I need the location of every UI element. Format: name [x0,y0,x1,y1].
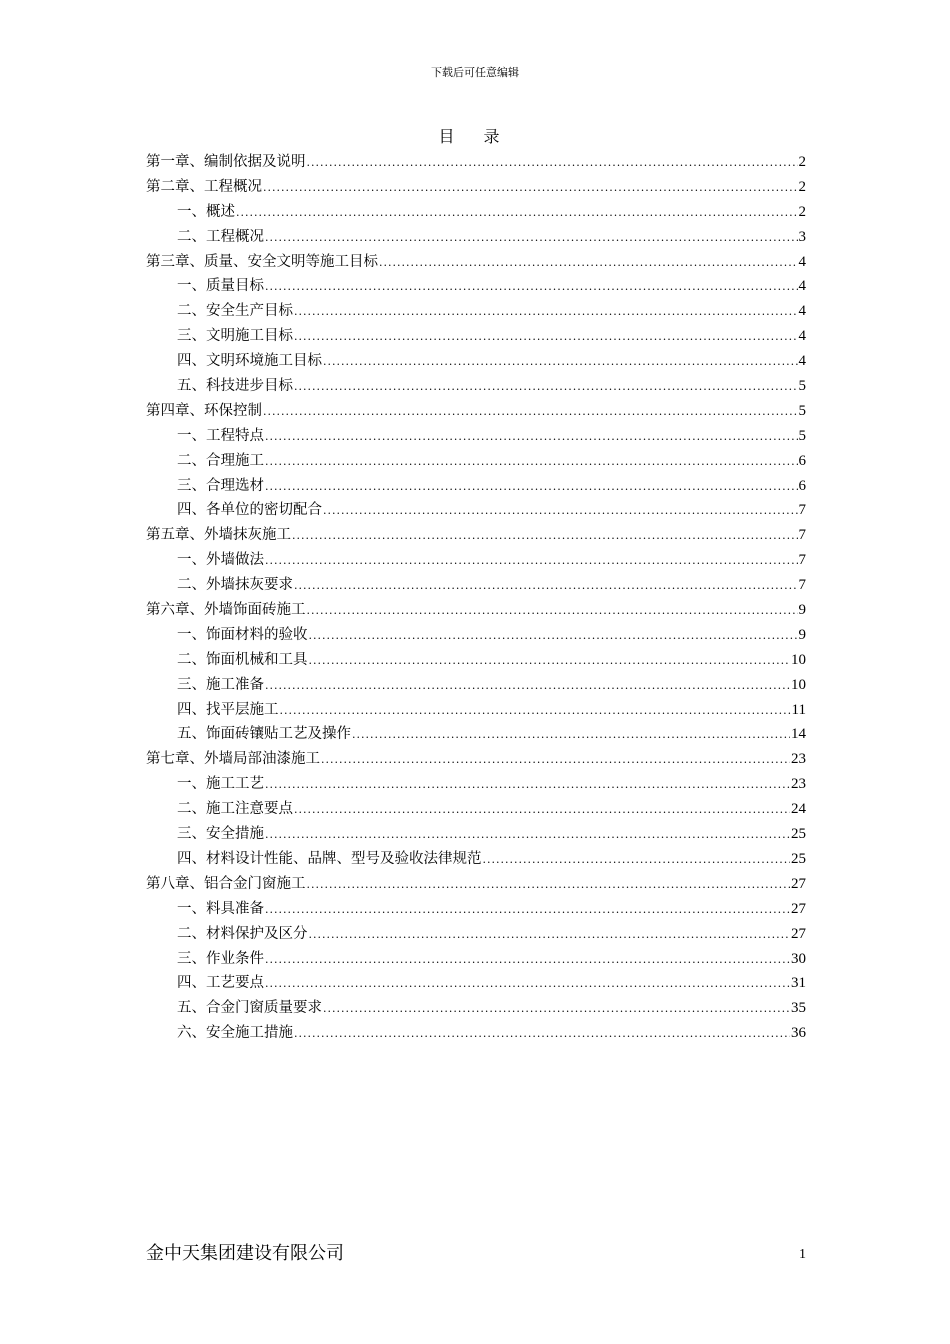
toc-entry-title: 四、工艺要点 [177,975,264,992]
toc-leader-dots [265,973,790,995]
toc-leader-dots [265,476,798,498]
toc-section-entry[interactable] [146,823,806,848]
toc-leader-dots [263,401,798,423]
toc-chapter-entry[interactable] [146,873,806,898]
toc-entry-page-number: 6 [798,452,806,469]
header-note: 下载后可任意编辑 [431,66,519,79]
toc-leader-dots [265,451,798,473]
toc-entry-page-number: 10 [791,676,806,693]
toc-leader-dots [309,650,791,672]
toc-leader-dots [307,874,791,896]
toc-entry-title: 第四章、环保控制 [146,402,262,419]
toc-entry-title: 第五章、外墙抹灰施工 [146,527,291,544]
toc-leader-dots [323,998,790,1020]
table-of-contents [146,151,806,1047]
toc-entry-page-number: 24 [791,801,806,818]
toc-leader-dots [265,675,790,697]
toc-entry-page-number: 4 [798,353,806,370]
toc-section-entry[interactable] [146,201,806,226]
toc-entry-page-number: 5 [798,402,806,419]
toc-entry-page-number: 4 [798,303,806,320]
toc-leader-dots [265,949,790,971]
toc-entry-title: 一、质量目标 [177,278,264,295]
toc-section-entry[interactable] [146,375,806,400]
toc-leader-dots [292,525,798,547]
toc-entry-page-number: 2 [798,203,806,220]
toc-entry-page-number: 7 [798,552,806,569]
toc-chapter-entry[interactable] [146,251,806,276]
toc-chapter-entry[interactable] [146,599,806,624]
toc-entry-title: 二、工程概况 [177,228,264,245]
toc-entry-title: 一、饰面材料的验收 [177,626,308,643]
toc-entry-page-number: 7 [798,577,806,594]
toc-section-entry[interactable] [146,699,806,724]
toc-section-entry[interactable] [146,350,806,375]
toc-entry-page-number: 9 [798,626,806,643]
toc-section-entry[interactable] [146,499,806,524]
toc-section-entry[interactable] [146,773,806,798]
toc-entry-page-number: 2 [798,178,806,195]
toc-section-entry[interactable] [146,475,806,500]
toc-entry-page-number: 5 [798,378,806,395]
toc-entry-title: 第七章、外墙局部油漆施工 [146,751,320,768]
toc-entry-page-number: 30 [791,950,806,967]
toc-entry-page-number: 5 [798,427,806,444]
toc-entry-title: 三、作业条件 [177,950,264,967]
footer-company-name: 金中天集团建设有限公司 [146,1243,344,1264]
toc-entry-title: 三、文明施工目标 [177,328,293,345]
toc-entry-page-number: 4 [798,328,806,345]
toc-entry-title: 第二章、工程概况 [146,178,262,195]
toc-entry-page-number: 9 [798,602,806,619]
toc-entry-title: 二、饰面机械和工具 [177,651,308,668]
toc-section-entry[interactable] [146,275,806,300]
toc-leader-dots [265,227,798,249]
toc-entry-title: 五、饰面砖镶贴工艺及操作 [177,726,351,743]
toc-leader-dots [352,724,790,746]
toc-leader-dots [265,426,798,448]
toc-entry-title: 五、科技进步目标 [177,378,293,395]
toc-section-entry[interactable] [146,649,806,674]
toc-entry-title: 一、工程特点 [177,427,264,444]
toc-entry-page-number: 23 [791,751,806,768]
toc-entry-page-number: 10 [791,651,806,668]
toc-entry-title: 二、安全生产目标 [177,303,293,320]
toc-entry-title: 二、外墙抹灰要求 [177,577,293,594]
toc-leader-dots [265,824,790,846]
toc-entry-title: 四、材料设计性能、品牌、型号及验收法律规范 [177,850,482,867]
toc-section-entry[interactable] [146,997,806,1022]
toc-entry-title: 三、施工准备 [177,676,264,693]
toc-section-entry[interactable] [146,1022,806,1047]
toc-entry-title: 二、施工注意要点 [177,801,293,818]
toc-entry-page-number: 27 [791,875,806,892]
toc-entry-page-number: 35 [791,1000,806,1017]
toc-entry-title: 第六章、外墙饰面砖施工 [146,602,306,619]
toc-leader-dots [321,749,790,771]
toc-entry-page-number: 31 [791,975,806,992]
toc-chapter-entry[interactable] [146,151,806,176]
toc-entry-page-number: 36 [791,1025,806,1042]
toc-section-entry[interactable] [146,798,806,823]
toc-leader-dots [307,600,798,622]
toc-leader-dots [280,700,791,722]
toc-chapter-entry[interactable] [146,176,806,201]
toc-entry-page-number: 6 [798,477,806,494]
toc-entry-title: 一、外墙做法 [177,552,264,569]
toc-section-entry[interactable] [146,574,806,599]
toc-entry-title: 一、施工工艺 [177,776,264,793]
toc-entry-title: 六、安全施工措施 [177,1025,293,1042]
toc-entry-page-number: 25 [791,826,806,843]
toc-entry-title: 四、各单位的密切配合 [177,502,322,519]
toc-entry-page-number: 23 [791,776,806,793]
toc-leader-dots [265,774,790,796]
toc-entry-page-number: 14 [791,726,806,743]
toc-entry-page-number: 7 [798,502,806,519]
toc-leader-dots [309,625,798,647]
toc-section-entry[interactable] [146,325,806,350]
toc-leader-dots [294,376,798,398]
toc-entry-title: 四、找平层施工 [177,701,279,718]
toc-leader-dots [323,351,798,373]
toc-section-entry[interactable] [146,300,806,325]
toc-section-entry[interactable] [146,723,806,748]
toc-leader-dots [294,326,798,348]
toc-chapter-entry[interactable] [146,524,806,549]
toc-section-entry[interactable] [146,948,806,973]
toc-entry-title: 第三章、质量、安全文明等施工目标 [146,253,378,270]
toc-leader-dots [294,301,798,323]
toc-section-entry[interactable] [146,848,806,873]
toc-entry-page-number: 25 [791,850,806,867]
toc-entry-title: 第八章、铝合金门窗施工 [146,875,306,892]
toc-entry-page-number: 27 [791,925,806,942]
toc-entry-title: 三、安全措施 [177,826,264,843]
toc-entry-page-number: 11 [791,701,806,718]
toc-title: 目 录 [438,127,512,146]
toc-entry-title: 四、文明环境施工目标 [177,353,322,370]
toc-leader-dots [265,899,790,921]
toc-leader-dots [307,152,798,174]
toc-entry-page-number: 3 [798,228,806,245]
toc-section-entry[interactable] [146,450,806,475]
toc-leader-dots [294,575,798,597]
toc-leader-dots [265,276,798,298]
toc-leader-dots [236,202,798,224]
toc-leader-dots [309,924,791,946]
toc-section-entry[interactable] [146,624,806,649]
toc-leader-dots [294,1023,790,1045]
toc-leader-dots [265,550,798,572]
toc-entry-page-number: 7 [798,527,806,544]
toc-leader-dots [294,799,790,821]
toc-entry-page-number: 27 [791,900,806,917]
toc-entry-page-number: 4 [798,278,806,295]
toc-entry-title: 二、材料保护及区分 [177,925,308,942]
toc-section-entry[interactable] [146,674,806,699]
toc-leader-dots [483,849,791,871]
toc-chapter-entry[interactable] [146,400,806,425]
toc-section-entry[interactable] [146,226,806,251]
toc-entry-title: 一、概述 [177,203,235,220]
toc-entry-title: 三、合理选材 [177,477,264,494]
toc-section-entry[interactable] [146,923,806,948]
toc-leader-dots [323,500,798,522]
toc-section-entry[interactable] [146,972,806,997]
footer-page-number: 1 [799,1247,806,1262]
toc-entry-title: 五、合金门窗质量要求 [177,1000,322,1017]
toc-leader-dots [263,177,798,199]
toc-entry-title: 二、合理施工 [177,452,264,469]
toc-entry-title: 一、料具准备 [177,900,264,917]
toc-entry-page-number: 4 [798,253,806,270]
toc-section-entry[interactable] [146,898,806,923]
toc-entry-title: 第一章、编制依据及说明 [146,154,306,170]
toc-leader-dots [379,252,798,274]
toc-entry-page-number: 2 [798,154,806,170]
toc-chapter-entry[interactable] [146,748,806,773]
toc-section-entry[interactable] [146,549,806,574]
toc-section-entry[interactable] [146,425,806,450]
